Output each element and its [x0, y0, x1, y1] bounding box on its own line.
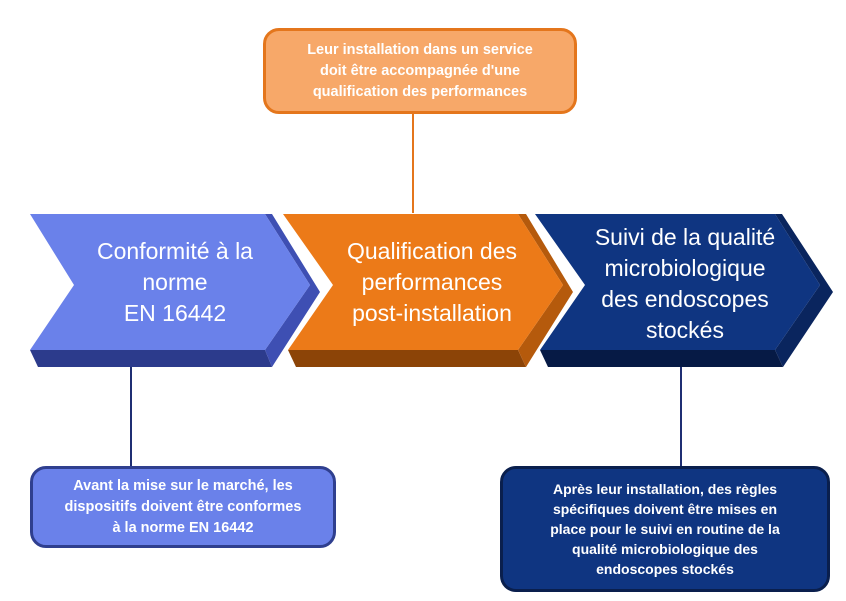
step-1-label: Conformité à la norme EN 16442 — [97, 237, 253, 326]
callout-top: Leur installation dans un service doit être accompagnée d'une qualification des performances — [263, 28, 577, 114]
step-3-label: Suivi de la qualité microbiologique des endoscopes stockés — [594, 224, 776, 343]
step-2-label: Qualification des performances post-installation — [346, 237, 518, 326]
callout-bottom-right: Après leur installation, des règles spécifiques doivent être mises en place pour le suivi en routine de la qualité microbiologique des endoscopes stockés — [500, 466, 830, 592]
callout-bottom-left: Avant la mise sur le marché, les dispositifs doivent être conformes à la norme EN 16442 — [30, 466, 336, 548]
